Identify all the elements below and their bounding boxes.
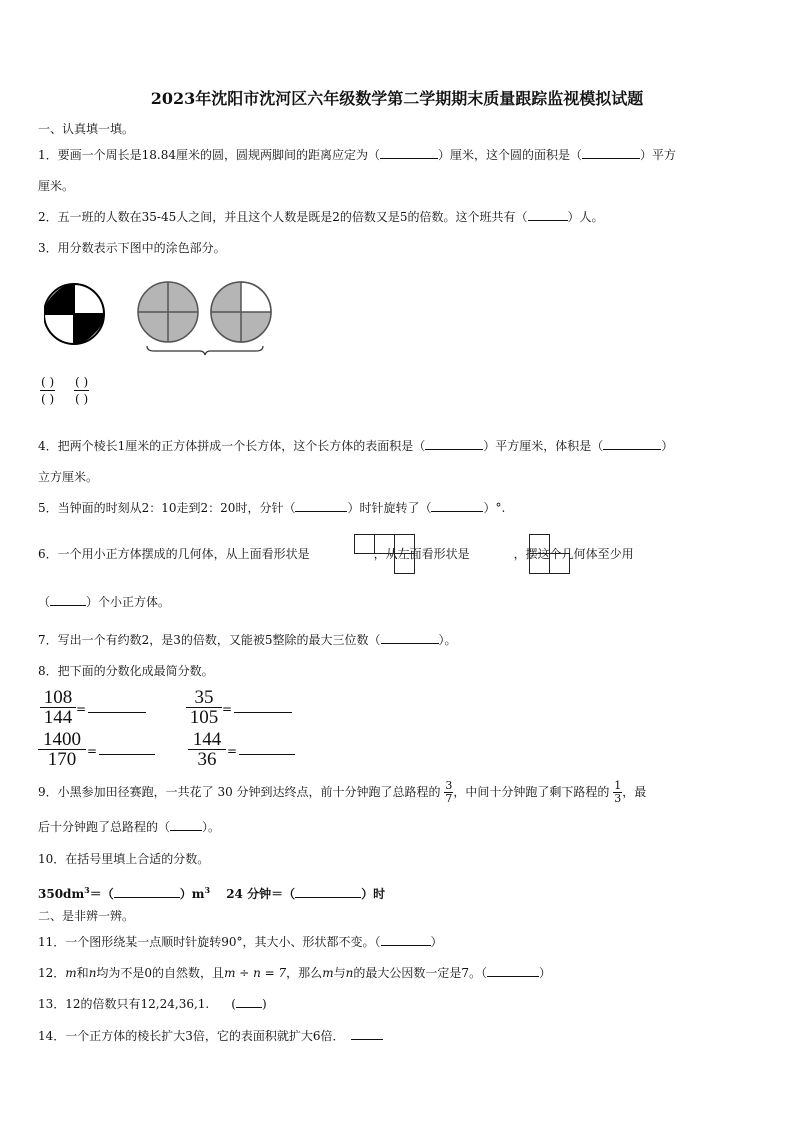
page-title: 2023年沈阳市沈河区六年级数学第二学期期末质量跟踪监视模拟试题 [150, 89, 644, 108]
question-8: 8．把下面的分数化成最简分数。 [38, 664, 214, 678]
answer-blank[interactable] [380, 146, 438, 159]
left-view-cell [529, 553, 550, 574]
question-5: 5．当钟面的时刻从2：10走到2：20时，分针（ ）时针旋转了（ ）°. [38, 501, 506, 515]
answer-line[interactable]: = [222, 702, 292, 716]
answer-blank[interactable] [381, 933, 431, 946]
top-view-cell [394, 553, 415, 574]
answer-blank[interactable] [114, 885, 180, 898]
left-view-cell [529, 534, 550, 554]
answer-blank[interactable] [295, 885, 361, 898]
answer-blank[interactable] [170, 818, 202, 831]
question-6: 6．一个用小正方体摆成的几何体，从上面看形状是 ，从左面看形状是 ，摆这个几何体至少用 [38, 547, 634, 561]
section-2-heading: 二、是非辨一辨。 [38, 909, 135, 923]
answer-line[interactable]: = [227, 744, 295, 758]
shaded-circle-3 [211, 282, 271, 342]
question-10-items: $350dm^3=$（ ）$m^3$ 24 分钟＝（ ）时 [38, 885, 386, 901]
top-view-cell [394, 534, 415, 554]
question-3-figure [44, 280, 284, 356]
question-9: 9．小黑参加田径赛跑，一共花了 30 分钟到达终点，前十分钟跑了总路程的 $\frac{3}{7}$ ，中间十分钟跑了剩下路程的 $\frac{1}{3}$ ，最 [38, 779, 647, 805]
answer-blank[interactable] [236, 995, 262, 1008]
fraction-3-7: $\frac{3}{7}$ [445, 779, 453, 805]
question-2: 2．五一班的人数在35-45人之间，并且这个人数是既是2的倍数又是5的倍数。这个班共有（ ）人。 [38, 210, 604, 224]
answer-blank[interactable] [351, 1027, 383, 1040]
question-1-cont: 厘米。 [38, 179, 75, 193]
question-9-cont: 后十分钟跑了总路程的（ ）。 [38, 820, 221, 834]
answer-blank[interactable] [381, 631, 439, 644]
question-11: 11．一个图形绕某一点顺时针旋转90°，其大小、形状都不变。（ ） [38, 935, 443, 949]
answer-blank[interactable] [50, 593, 86, 606]
question-10: 10．在括号里填上合适的分数。 [38, 852, 210, 866]
fraction-108-144: $\frac{108}{144}$ [40, 688, 76, 727]
answer-blank[interactable] [425, 437, 483, 450]
question-6-cont: （ ）个小正方体。 [38, 595, 171, 609]
answer-blank[interactable] [431, 499, 483, 512]
section-1-heading: 一、认真填一填。 [38, 122, 135, 136]
shaded-circle-1 [44, 284, 104, 344]
question-3-answer-2[interactable]: $\frac{( )}{( )}$ [75, 375, 89, 406]
fraction-1-3: $\frac{1}{3}$ [614, 779, 622, 805]
question-1: 1．要画一个周长是18.84厘米的圆，圆规两脚间的距离应定为（ ）厘米，这个圆的面积是（ ）平方 [38, 148, 677, 162]
left-view-cell [549, 553, 570, 574]
answer-blank[interactable] [295, 499, 347, 512]
question-14: 14．一个正方体的棱长扩大3倍，它的表面积就扩大6倍． [38, 1027, 383, 1045]
brace [147, 346, 263, 355]
question-13: 13．12的倍数只有12,24,36,1. ( ) [38, 997, 267, 1011]
top-view-cell [354, 534, 375, 554]
question-7: 7．写出一个有约数2，是3的倍数，又能被5整除的最大三位数（ ）。 [38, 633, 457, 647]
fraction-1400-170: $\frac{1400}{170}$ [38, 730, 86, 769]
answer-blank[interactable] [582, 146, 640, 159]
top-view-cell [374, 534, 395, 554]
question-3: 3．用分数表示下图中的涂色部分。 [38, 241, 226, 255]
answer-blank[interactable] [603, 437, 661, 450]
question-4-cont: 立方厘米。 [38, 470, 99, 484]
fraction-144-36: $\frac{144}{36}$ [188, 730, 226, 769]
answer-line[interactable]: = [76, 702, 146, 716]
answer-blank[interactable] [487, 964, 539, 977]
question-3-answer-1[interactable]: $\frac{( )}{( )}$ [41, 375, 55, 406]
question-12: 12．m和n均为不是0的自然数，且m ÷ n = 7，那么m与n的最大公因数一定是7。（ ） [38, 966, 551, 980]
answer-blank[interactable] [528, 208, 568, 221]
fraction-35-105: $\frac{35}{105}$ [186, 688, 222, 727]
question-4: 4．把两个棱长1厘米的正方体拼成一个长方体，这个长方体的表面积是（ ）平方厘米，体积是（ ） [38, 439, 674, 453]
shaded-circle-2 [138, 282, 198, 342]
answer-line[interactable]: = [87, 744, 155, 758]
